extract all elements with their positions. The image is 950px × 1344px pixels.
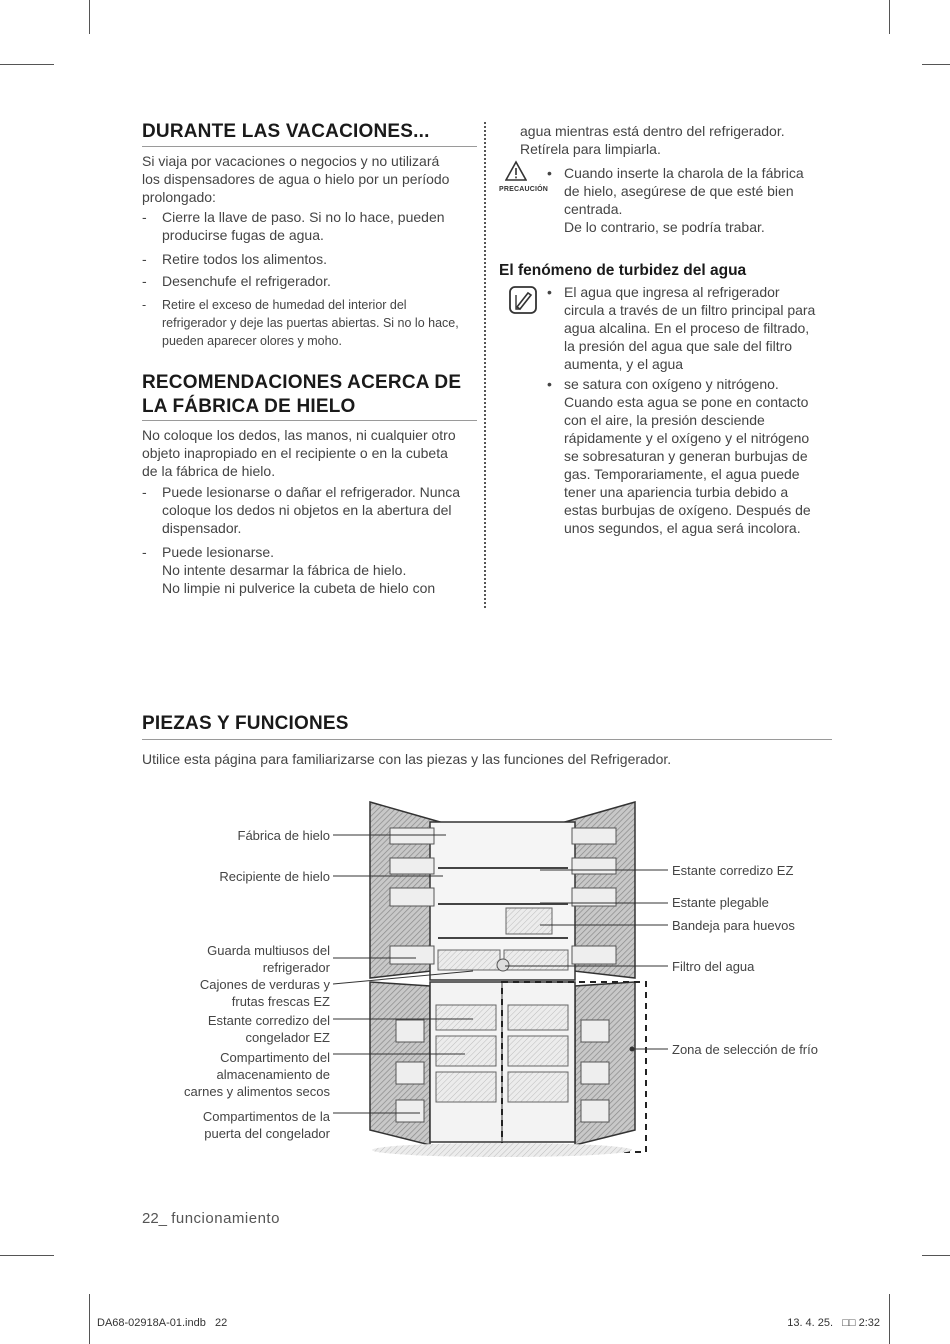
dash-bullet: - [142, 209, 147, 225]
bullet-dot: • [547, 165, 552, 181]
crop-mark [89, 1294, 90, 1344]
label-recipiente-de-hielo: Recipiente de hielo [219, 869, 330, 884]
subsection-title-turbidez: El fenómeno de turbidez del agua [499, 262, 747, 279]
fabrica-intro: No coloque los dedos, las manos, ni cualquier otro objeto inapropiado en el recipiente o en la cubeta de la fábrica de hielo. [142, 427, 456, 479]
dash-bullet: - [142, 544, 147, 560]
label-estante-corredizo-ez: Estante corredizo EZ [672, 863, 794, 878]
section-title-piezas: PIEZAS Y FUNCIONES [142, 713, 349, 734]
list-item-text: Retire el exceso de humedad del interior del refrigerador y deje las puertas abiertas. Si no lo hace, pueden aparecer olores y moho. [162, 298, 459, 348]
caution-icon [505, 160, 527, 182]
crop-mark [89, 0, 90, 34]
bullet-dot: • [547, 284, 552, 300]
label-estante-plegable: Estante plegable [672, 895, 769, 910]
piezas-intro: Utilice esta página para familiarizarse con las piezas y las funciones del Refrigerador. [142, 751, 672, 767]
list-item-text: Cierre la llave de paso. Si no lo hace, pueden producirse fugas de agua. [162, 209, 445, 243]
label-guarda-multiusos: Guarda multiusos del refrigerador [207, 943, 330, 975]
bullet-dot: • [547, 376, 552, 392]
crop-mark [0, 64, 54, 65]
page-number: 22_ [142, 1210, 168, 1227]
caution-text: Cuando inserte la charola de la fábrica de hielo, asegúrese de que esté bien centrada. De lo contrario, se podría trabar. [564, 165, 804, 235]
title-rule [142, 739, 832, 740]
vacaciones-intro: Si viaja por vacaciones o negocios y no utilizará los dispensadores de agua o hielo por un período prolongado: [142, 153, 450, 205]
print-date-info: 13. 4. 25. □□ 2:32 [787, 1317, 880, 1329]
crop-mark [0, 1255, 54, 1256]
bullet-text: El agua que ingresa al refrigerador circula a través de un filtro principal para agua alcalina. En el proceso de filtrado, la presión del agua que sale del filtro aumenta, y el agua [564, 284, 816, 372]
column-divider [484, 122, 486, 608]
label-bandeja-huevos: Bandeja para huevos [672, 918, 795, 933]
label-compartimentos-puerta-congelador: Compartimentos de la puerta del congelador [202, 1109, 330, 1141]
continuation-text: agua mientras está dentro del refrigerador. Retírela para limpiarla. [520, 123, 785, 157]
list-item-text: Desenchufe el refrigerador. [162, 273, 331, 289]
bullet-text: se satura con oxígeno y nitrógeno. Cuando esta agua se pone en contacto con el aire, la presión desciende rápidamente y el oxígeno y el nitrógeno se sobresaturan y generan burbujas de gas. Temporariamente, el agua puede tener una apariencia turbia debido a estas burbujas de oxígeno. Después de unos segundos, el agua será incolora. [564, 376, 811, 536]
title-rule [142, 420, 477, 421]
dash-bullet: - [142, 273, 147, 289]
title-rule [142, 146, 477, 147]
section-title-fabrica-line1: RECOMENDACIONES ACERCA DE [142, 372, 462, 393]
section-title-fabrica-line2: LA FÁBRICA DE HIELO [142, 396, 356, 417]
label-estante-corredizo-congelador: Estante corredizo del congelador EZ [207, 1013, 330, 1045]
label-fabrica-de-hielo: Fábrica de hielo [237, 828, 330, 843]
label-filtro-agua: Filtro del agua [672, 959, 755, 974]
caution-label: PRECAUCIÓN [499, 186, 549, 193]
refrigerator-illustration [330, 800, 675, 1162]
section-title-vacaciones: DURANTE LAS VACACIONES... [142, 121, 430, 142]
note-icon [508, 285, 538, 315]
list-item-text: Retire todos los alimentos. [162, 251, 327, 267]
list-item-text: Puede lesionarse. No intente desarmar la fábrica de hielo. No limpie ni pulverice la cubeta de hielo con [162, 544, 436, 596]
page-section: funcionamiento [171, 1210, 280, 1227]
crop-mark [922, 64, 950, 65]
crop-mark [889, 0, 890, 34]
label-compartimento-carnes: Compartimento del almacenamiento de carnes y alimentos secos [184, 1050, 330, 1099]
dash-bullet: - [142, 251, 147, 267]
label-cajones-verduras: Cajones de verduras y frutas frescas EZ [199, 977, 330, 1009]
dash-bullet: - [142, 484, 147, 500]
print-file-info: DA68-02918A-01.indb 22 [97, 1317, 228, 1329]
dash-bullet: - [142, 298, 147, 312]
label-zona-seleccion-frio: Zona de selección de frío [672, 1042, 818, 1057]
list-item-text: Puede lesionarse o dañar el refrigerador. Nunca coloque los dedos ni objetos en la abertura del dispensador. [162, 484, 461, 536]
crop-mark [922, 1255, 950, 1256]
crop-mark [889, 1294, 890, 1344]
page-number-footer [142, 1210, 280, 1227]
